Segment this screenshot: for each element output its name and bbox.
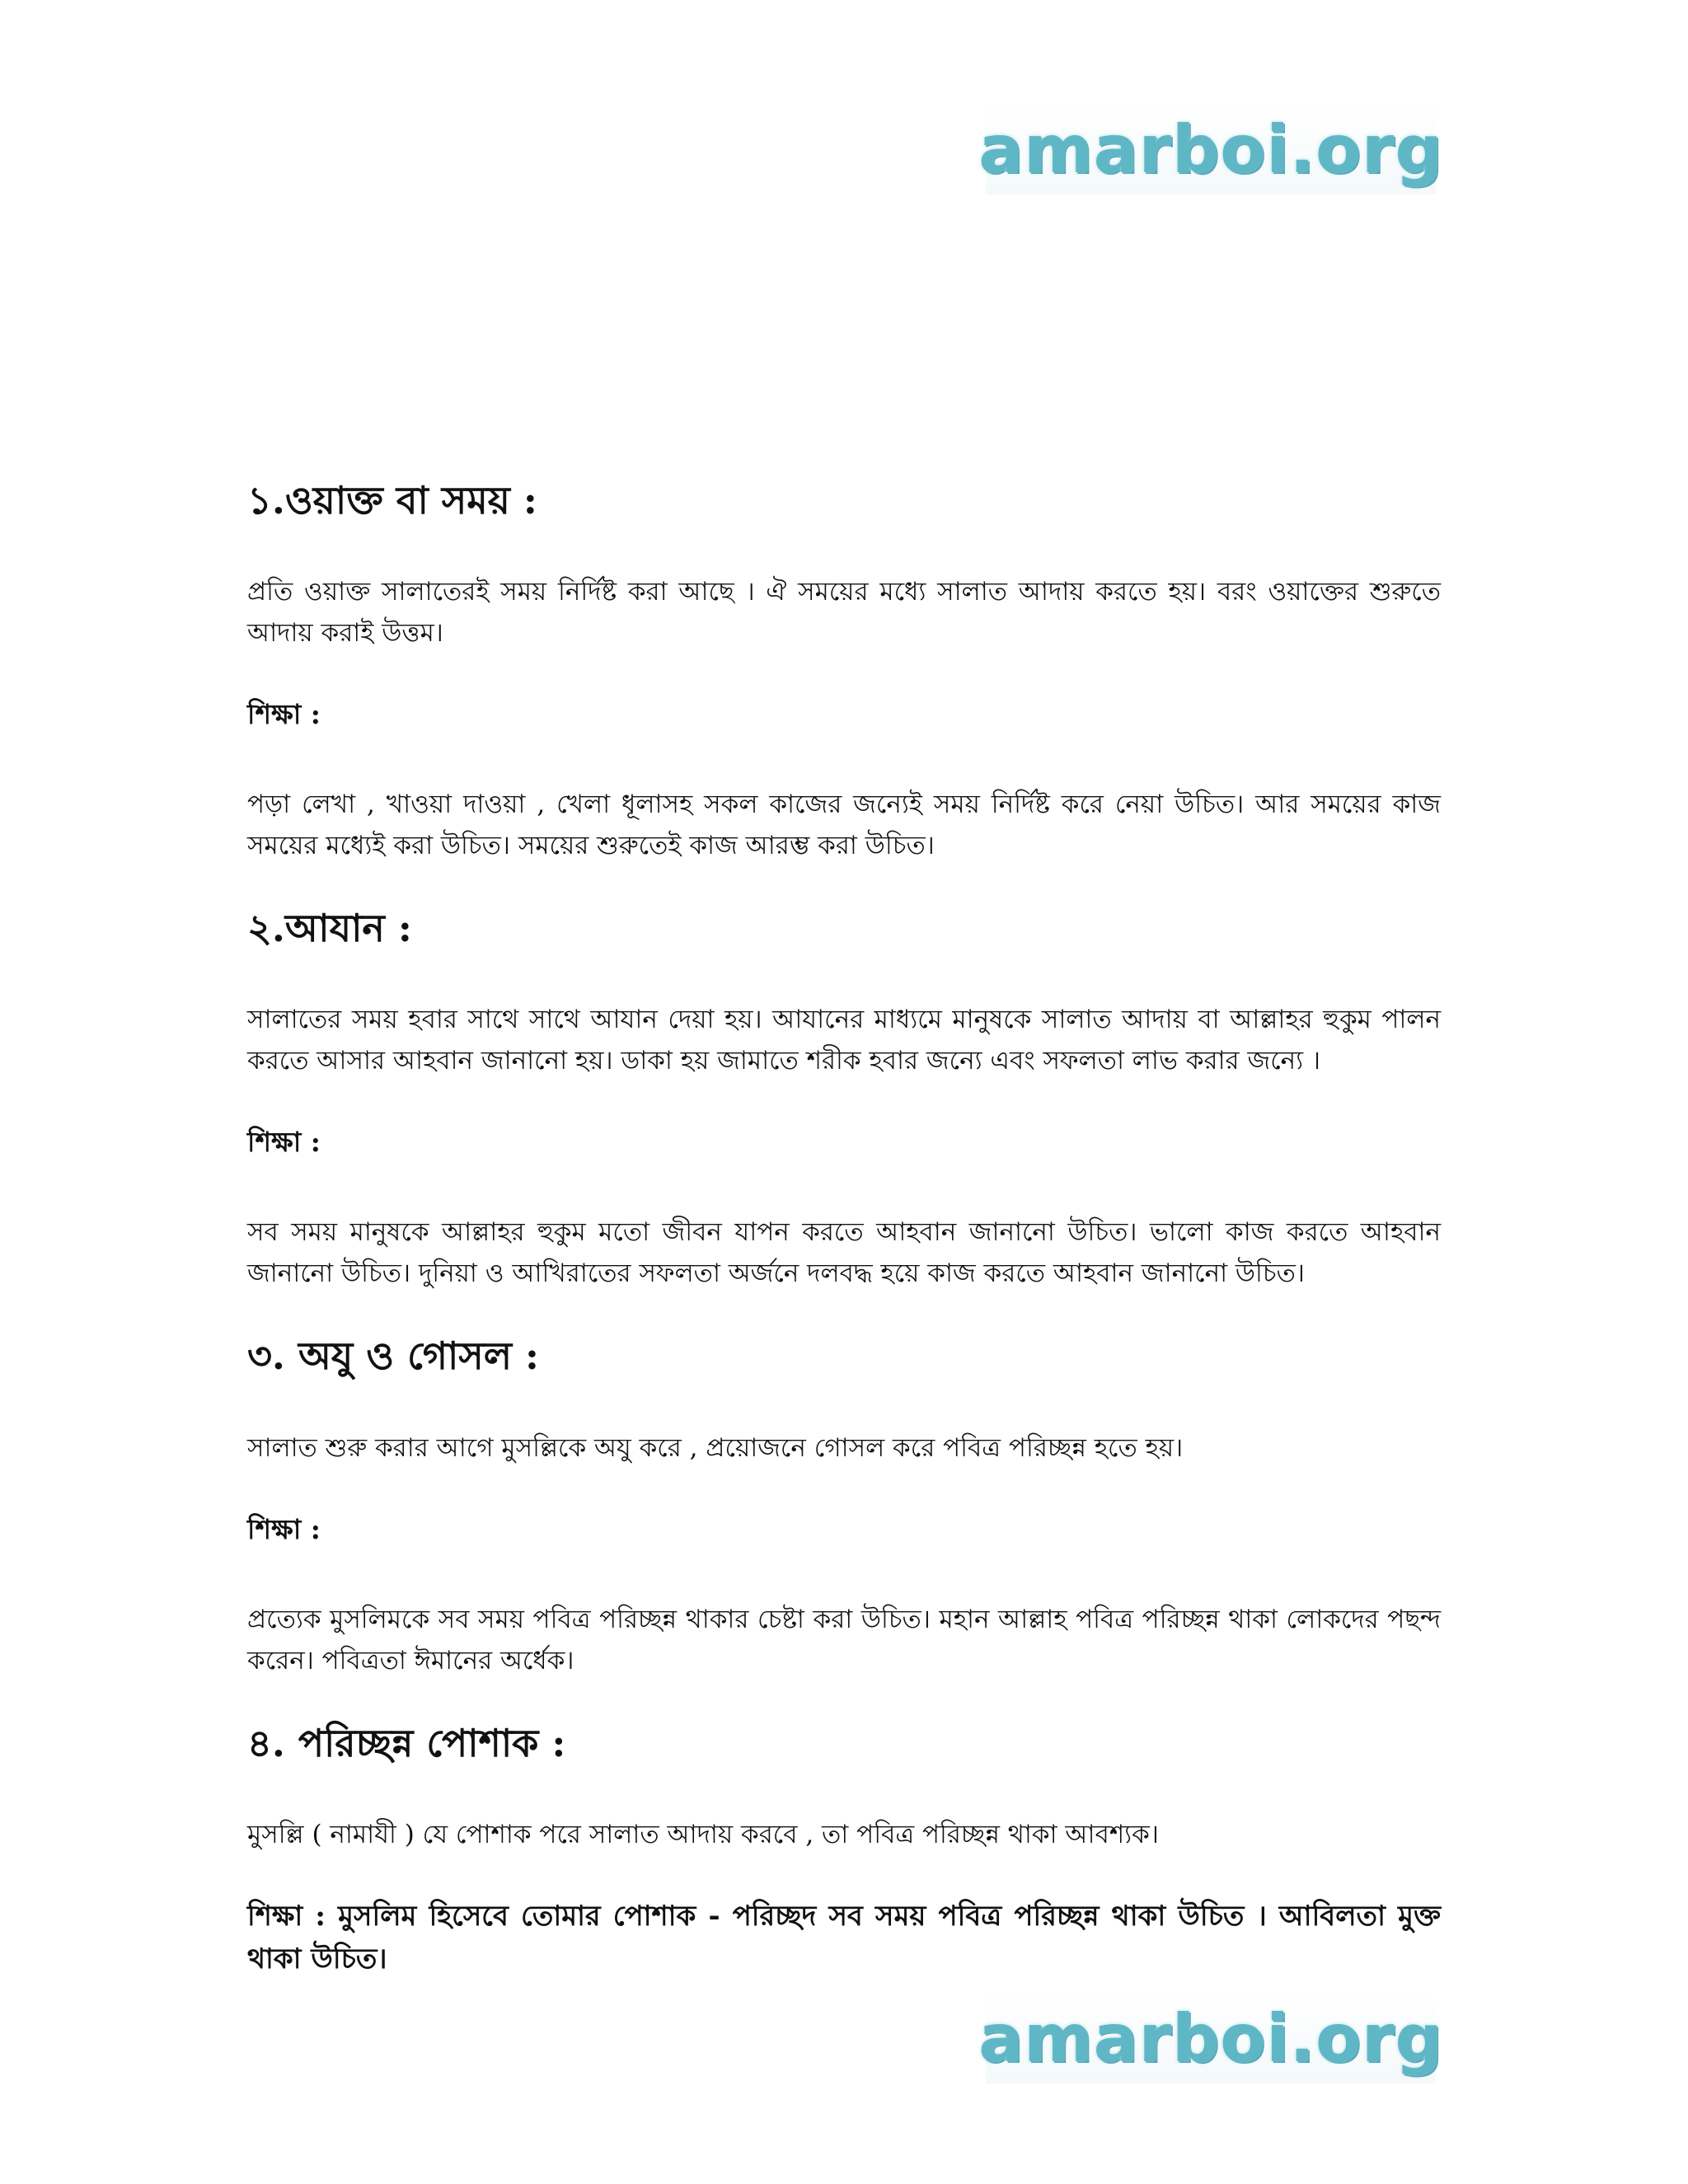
lesson-text: প্রত্যেক মুসলিমকে সব সময় পবিত্র পরিচ্ছন্ন থাকার চেষ্টা করা উচিত। মহান আল্লাহ পবিত্র পরিচ্ছন্ন থাকা লোকদের পছন্দ করেন। পবিত্রতা ঈমানের অর্ধেক। [247,1604,1441,1675]
document-body [247,478,1441,2010]
amarboi-logo-top: amarboi.org [986,104,1436,194]
amarboi-logo-bottom: amarboi.org [986,1993,1436,2083]
section-body: মুসল্লি ( নামাযী ) যে পোশাক পরে সালাত আদায় করবে , তা পবিত্র পরিচ্ছন্ন থাকা আবশ্যক। [247,1819,1159,1849]
lesson-label: শিক্ষা : [247,1126,321,1159]
section-title: ৩. অযু ও গোসল : [247,1333,539,1379]
lesson-text: সব সময় মানুষকে আল্লাহর হুকুম মতো জীবন যাপন করতে আহবান জানানো উচিত। ভালো কাজ করতে আহবান জানানো উচিত। দুনিয়া ও আখিরাতের সফলতা অর্জনে দলবদ্ধ হয়ে কাজ করতে আহবান জানানো উচিত। [247,1217,1441,1289]
section-body: সালাতের সময় হবার সাথে সাথে আযান দেয়া হয়। আযানের মাধ্যমে মানুষকে সালাত আদায় বা আল্লাহর হুকুম পালন করতে আসার আহবান জানানো হয়। ডাকা হয় জামাতে শরীক হবার জন্যে এবং সফলতা লাভ করার জন্যে । [247,1005,1441,1076]
section-title: ২.আযান : [247,906,412,951]
section-title: ১.ওয়াক্ত বা সময় : [247,478,537,523]
section-wudu [247,1333,1441,1680]
section-body: প্রতি ওয়াক্ত সালাতেরই সময় নির্দিষ্ট করা আছে । ঐ সময়ের মধ্যে সালাত আদায় করতে হয়। বরং ওয়াক্তের শুরুতে আদায় করাই উত্তম। [247,577,1441,649]
lesson-label: শিক্ষা : [247,1512,321,1545]
section-body: সালাত শুরু করার আগে মুসল্লিকে অযু করে , প্রয়োজনে গোসল করে পবিত্র পরিচ্ছন্ন হতে হয়। [247,1432,1184,1463]
section-clothing [247,1721,1441,1980]
lesson-text: পড়া লেখা , খাওয়া দাওয়া , খেলা ধূলাসহ সকল কাজের জন্যেই সময় নির্দিষ্ট করে নেয়া উচিত। আর সময়ের কাজ সময়ের মধ্যেই করা উচিত। সময়ের শুরুতেই কাজ আরম্ভ করা উচিত। [247,790,1441,861]
lesson-text: শিক্ষা : মুসলিম হিসেবে তোমার পোশাক - পরিচ্ছদ সব সময় পবিত্র পরিচ্ছন্ন থাকা উচিত । আবিলতা মুক্ত থাকা উচিত। [247,1899,1441,1975]
section-waqt [247,478,1441,866]
section-title: ৪. পরিচ্ছন্ন পোশাক : [247,1720,566,1765]
section-azan [247,906,1441,1294]
lesson-label: শিক্ষা : [247,698,321,731]
